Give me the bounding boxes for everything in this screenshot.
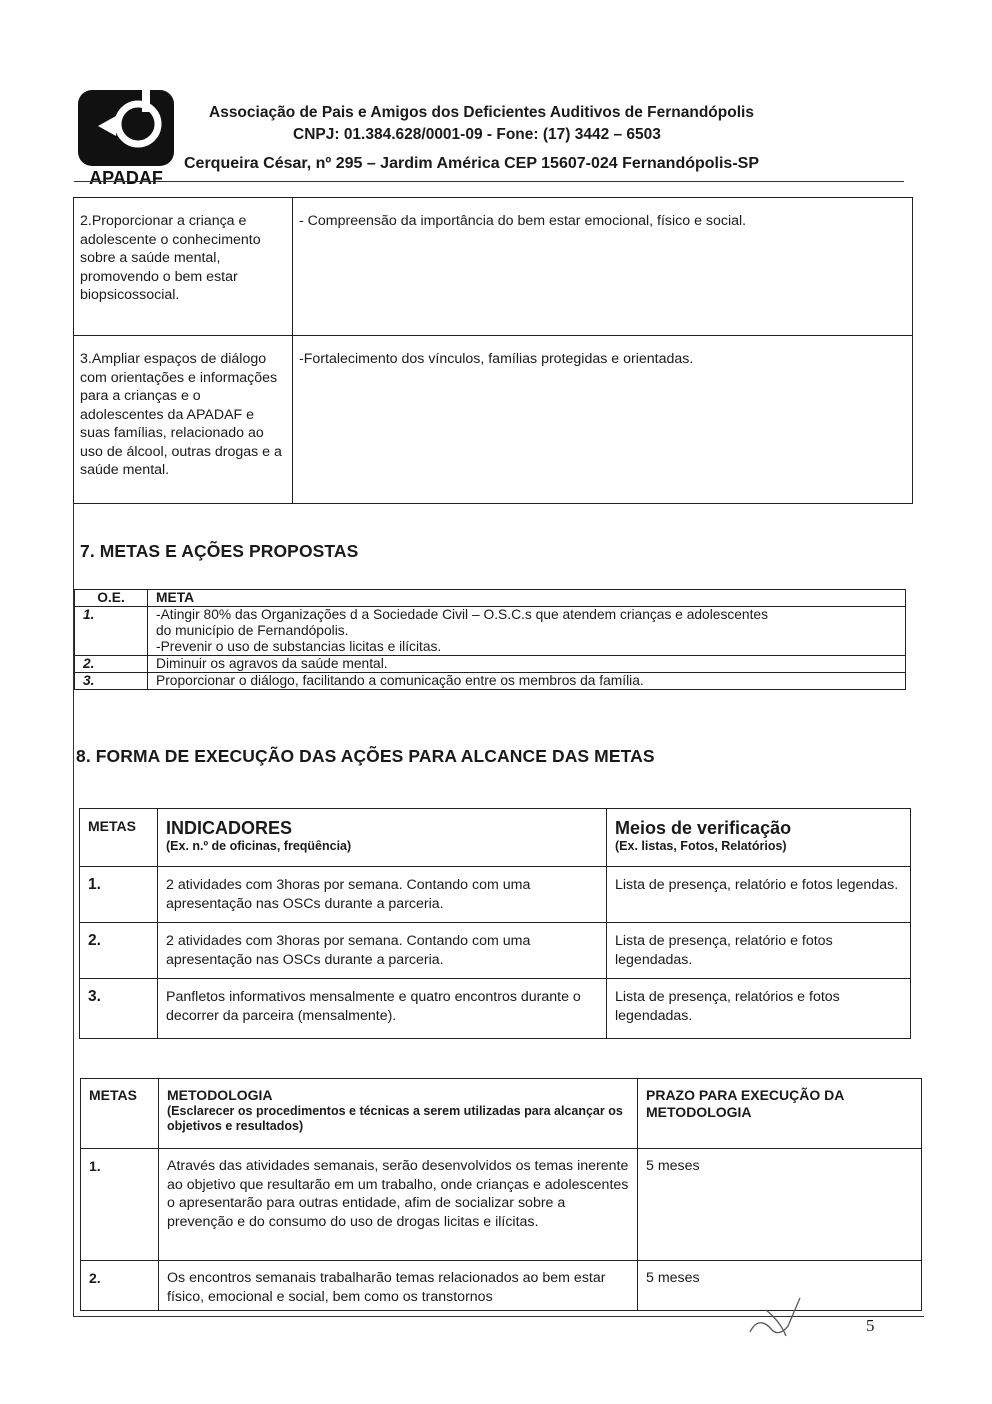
method-cell: Através das atividades semanais, serão desenvolvidos os temas inerente ao objetivo que resultarão em um trabalho, onde crianças e adolescentes o apresentarão para outras entidade, afim de socializar sobre a prevenção e do consumo do uso de drogas licitas e ilícitas. xyxy=(159,1149,638,1261)
table-row xyxy=(80,923,911,979)
method-cell: Os encontros semanais trabalharão temas relacionados ao bem estar físico, emocional e social, bem como os transtornos xyxy=(159,1261,638,1311)
methodology-header xyxy=(159,1079,638,1149)
table-row xyxy=(75,590,906,607)
section-8-title: 8. FORMA DE EXECUÇÃO DAS AÇÕES PARA ALCANCE DAS METAS xyxy=(76,746,655,766)
meta-text: Proporcionar o diálogo, facilitando a comunicação entre os membros da família. xyxy=(148,673,906,690)
objective-cell: 3.Ampliar espaços de diálogo com orientações e informações para a crianças e o adolescentes da APADAF e suas famílias, relacionado ao uso de álcool, outras drogas e a saúde mental. xyxy=(74,336,293,504)
indicator-cell: 2 atividades com 3horas por semana. Contando com uma apresentação nas OSCs durante a parceria. xyxy=(158,923,607,979)
header-rule xyxy=(74,181,904,182)
signature-mark xyxy=(742,1290,812,1340)
verification-header xyxy=(607,809,911,867)
meta-line: do município de Fernandópolis. xyxy=(156,623,349,638)
meta-number: 2. xyxy=(80,923,158,979)
meta-number: 1. xyxy=(80,867,158,923)
indicators-title: INDICADORES xyxy=(166,818,293,838)
deadline-header: PRAZO PARA EXECUÇÃO DA METODOLOGIA xyxy=(638,1079,922,1149)
meta-text xyxy=(148,607,906,656)
table-row xyxy=(80,809,911,867)
result-cell: -Fortalecimento dos vínculos, famílias protegidas e orientadas. xyxy=(293,336,913,504)
page-number: 5 xyxy=(866,1316,875,1335)
table-row xyxy=(80,867,911,923)
methodology-title: METODOLOGIA xyxy=(167,1087,273,1103)
verification-cell: Lista de presença, relatório e fotos legendadas. xyxy=(607,923,911,979)
oe-number: 2. xyxy=(75,656,148,673)
table-row xyxy=(80,979,911,1039)
table-row xyxy=(74,336,913,504)
meta-text: Diminuir os agravos da saúde mental. xyxy=(148,656,906,673)
indicator-cell: 2 atividades com 3horas por semana. Contando com uma apresentação nas OSCs durante a parceria. xyxy=(158,867,607,923)
table-row xyxy=(75,673,906,690)
section-7-title: 7. METAS E AÇÕES PROPOSTAS xyxy=(80,541,359,561)
meta-number: 1. xyxy=(81,1149,159,1261)
indicator-cell: Panfletos informativos mensalmente e quatro encontros durante o decorrer da parceira (mensalmente). xyxy=(158,979,607,1039)
goals-table xyxy=(74,589,906,690)
meta-line: -Prevenir o uso de substancias licitas e ilícitas. xyxy=(156,639,442,654)
meta-line: -Atingir 80% das Organizações d a Sociedade Civil – O.S.C.s que atendem crianças e adolescentes xyxy=(156,607,768,622)
verification-cell: Lista de presença, relatórios e fotos legendadas. xyxy=(607,979,911,1039)
methodology-table xyxy=(80,1078,922,1311)
oe-number: 1. xyxy=(75,607,148,656)
table-row xyxy=(81,1079,922,1149)
verification-cell: Lista de presença, relatório e fotos legendas. xyxy=(607,867,911,923)
indicators-table xyxy=(79,808,911,1039)
table-row xyxy=(81,1149,922,1261)
metas-header: METAS xyxy=(80,809,158,867)
verification-subtitle: (Ex. listas, Fotos, Relatórios) xyxy=(615,839,787,853)
table-row xyxy=(74,198,913,336)
objectives-table xyxy=(73,197,913,504)
objective-cell: 2.Proporcionar a criança e adolescente o conhecimento sobre a saúde mental, promovendo o bem estar biopsicossocial. xyxy=(74,198,293,336)
oe-number: 3. xyxy=(75,673,148,690)
address: Cerqueira César, nº 295 – Jardim América CEP 15607-024 Fernandópolis-SP xyxy=(184,155,759,172)
table-row xyxy=(75,656,906,673)
result-cell: - Compreensão da importância do bem estar emocional, físico e social. xyxy=(293,198,913,336)
indicators-subtitle: (Ex. n.º de oficinas, freqüência) xyxy=(166,839,352,853)
indicators-header xyxy=(158,809,607,867)
table-row xyxy=(75,607,906,656)
logo-text: APADAF xyxy=(89,168,163,188)
deadline-cell: 5 meses xyxy=(638,1149,922,1261)
meta-number: 3. xyxy=(80,979,158,1039)
meta-number: 2. xyxy=(81,1261,159,1311)
cnpj-phone: CNPJ: 01.384.628/0001-09 - Fone: (17) 3442 – 6503 xyxy=(293,126,661,143)
apadaf-logo xyxy=(76,88,176,188)
metas-header: METAS xyxy=(81,1079,159,1149)
meta-header: META xyxy=(148,590,906,607)
methodology-subtitle: (Esclarecer os procedimentos e técnicas a serem utilizadas para alcançar os objetivos e resultados) xyxy=(167,1104,623,1133)
deadline-cell: 5 meses xyxy=(638,1261,922,1311)
oe-header: O.E. xyxy=(75,590,148,607)
verification-title: Meios de verificação xyxy=(615,818,792,838)
org-name: Associação de Pais e Amigos dos Deficientes Auditivos de Fernandópolis xyxy=(209,104,754,121)
